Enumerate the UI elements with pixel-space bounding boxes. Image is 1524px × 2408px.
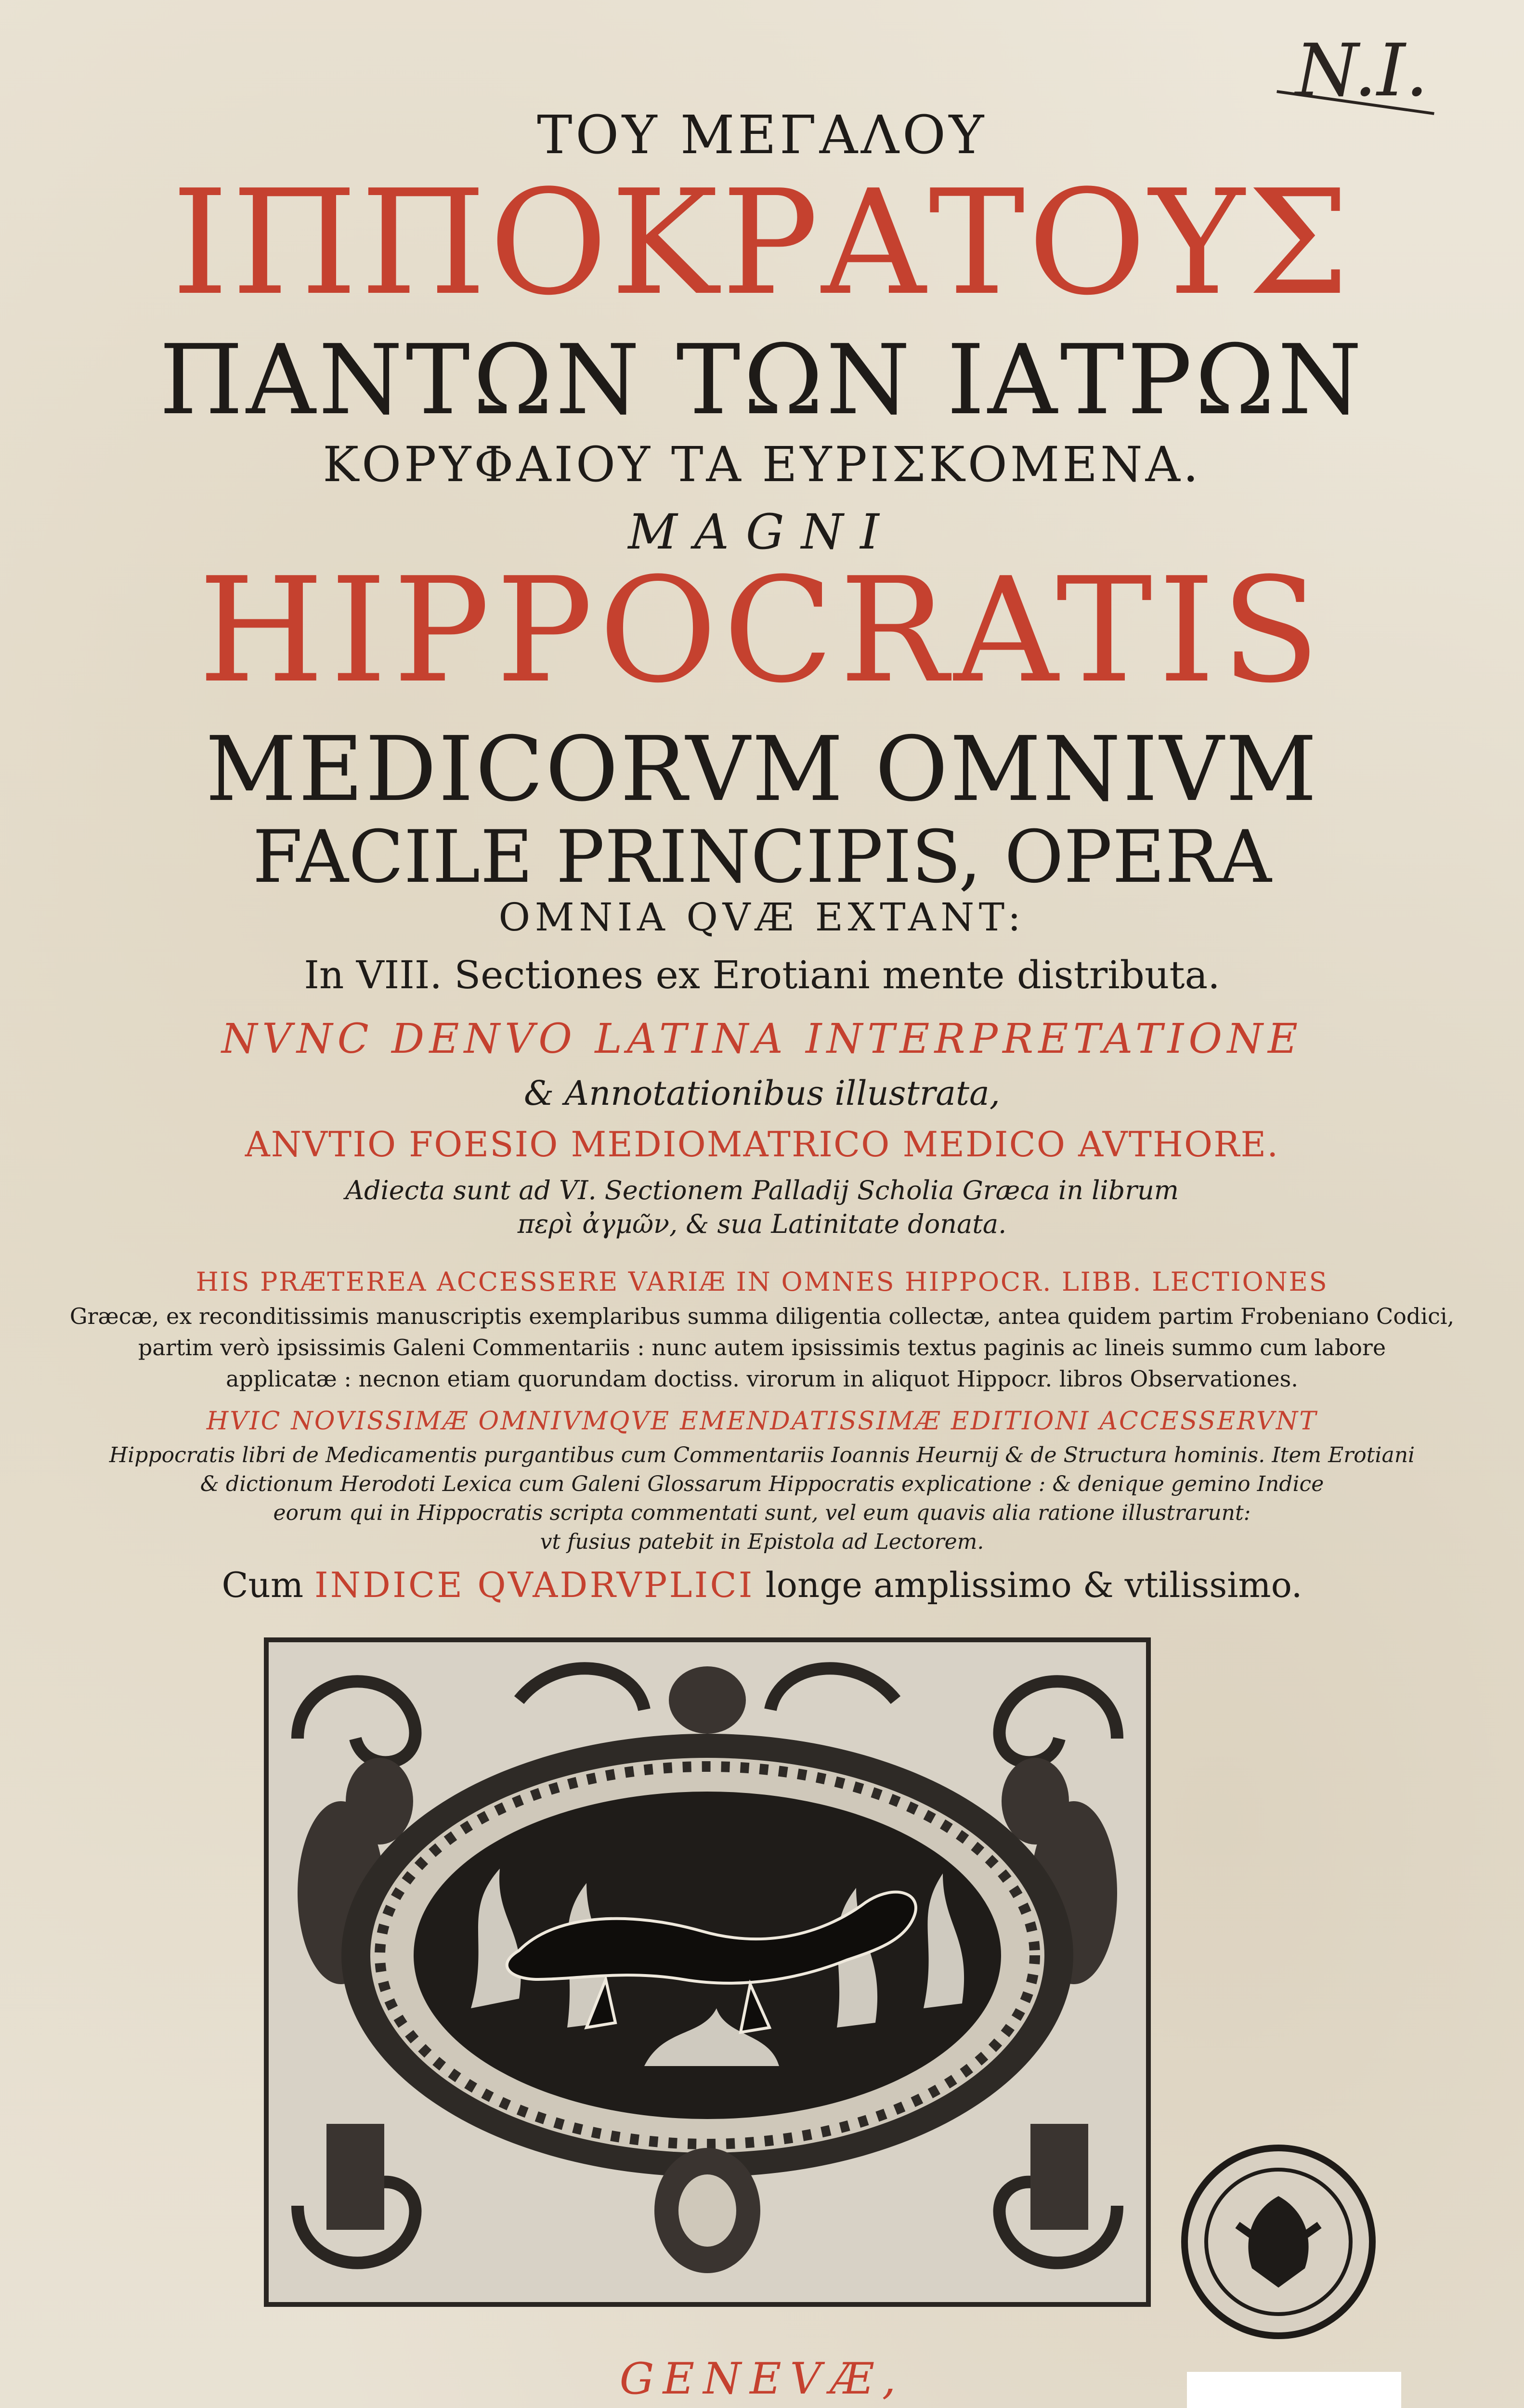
index-red: INDICE QVADRVPLICI <box>314 1565 755 1605</box>
additions-line-1: Græcæ, ex reconditissimis manuscriptis exemplaribus summa diligentia collectæ, antea quidem partim Frobeniano Codici, <box>69 1303 1455 1329</box>
latin-medicorum: MEDICORVM OMNIVM <box>205 717 1319 821</box>
latin-annotationibus: & Annotationibus illustrata, <box>523 1073 1001 1113</box>
huic-line-4: vt fusius patebit in Epistola ad Lectorem. <box>540 1530 984 1554</box>
greek-line-3: ΠΑΝΤΩΝ ΤΩΝ ΙΑΤΡΩΝ <box>159 324 1365 436</box>
greek-title-hippocrates: ΙΠΠΟΚΡΑΤΟΥΣ <box>171 159 1353 327</box>
imprint-city: GENEVÆ, <box>619 2354 905 2404</box>
library-stamp <box>1180 2143 1377 2341</box>
adiecta-line-2: περὶ ἀγμῶν, & sua Latinitate donata. <box>517 1209 1007 1239</box>
additions-line-3: applicatæ : necnon etiam quorundam doctiss. virorum in aliquot Hippocr. libros Observationes. <box>226 1366 1298 1392</box>
latin-nunc-denuo: NVNC DENVO LATINA INTERPRETATIONE <box>221 1015 1303 1063</box>
latin-facile: FACILE PRINCIPIS, OPERA <box>252 815 1272 899</box>
additions-heading: HIS PRÆTEREA ACCESSERE VARIÆ IN OMNES HIPPOCR. LIBB. LECTIONES <box>195 1267 1329 1297</box>
huic-heading: HVIC NOVISSIMÆ OMNIVMQVE EMENDATISSIMÆ EDITIONI ACCESSERVNT <box>206 1407 1318 1436</box>
greek-line-4: ΚΟΡΥΦΑΙΟΥ ΤΑ ΕΥΡΙΣΚΟΜΕΝΑ. <box>323 436 1201 493</box>
latin-title-hippocratis: HIPPOCRATIS <box>198 547 1326 715</box>
handwritten-shelfmark: N.I. <box>1295 29 1429 113</box>
index-line <box>0 1565 1524 1605</box>
author-line: ANVTIO FOESIO MEDIOMATRICO MEDICO AVTHORE. <box>245 1124 1279 1165</box>
greek-line-1: ΤΟΥ ΜΕΓΑΛΟΥ <box>537 104 987 166</box>
latin-sections: In VIII. Sectiones ex Erotiani mente distributa. <box>304 953 1220 997</box>
huic-line-3: eorum qui in Hippocratis scripta commentati sunt, vel eum quavis alia ratione illustrarunt: <box>273 1501 1251 1525</box>
additions-line-2: partim verò ipsissimis Galeni Commentariis : nunc autem ipsissimis textus paginis ac lineis summo cum labore <box>138 1335 1386 1361</box>
huic-line-1: Hippocratis libri de Medicamentis purgantibus cum Commentariis Ioannis Heurnij & de Structura hominis. Item Erotiani <box>109 1443 1415 1467</box>
salamander-device-image <box>269 1642 1146 2302</box>
index-post: longe amplissimo & vtilissimo. <box>765 1565 1303 1605</box>
latin-omnia: OMNIA QVÆ EXTANT: <box>498 895 1026 940</box>
redaction-box <box>1187 2372 1401 2408</box>
latin-magni: MAGNI <box>628 504 896 560</box>
huic-line-2: & dictionum Herodoti Lexica cum Galeni Glossarum Hippocratis explicatione : & denique gemino Indice <box>200 1472 1324 1496</box>
index-pre: Cum <box>221 1565 304 1605</box>
adiecta-line-1: Adiecta sunt ad VI. Sectionem Palladij Scholia Græca in librum <box>345 1175 1179 1205</box>
printers-device-engraving <box>264 1637 1151 2307</box>
